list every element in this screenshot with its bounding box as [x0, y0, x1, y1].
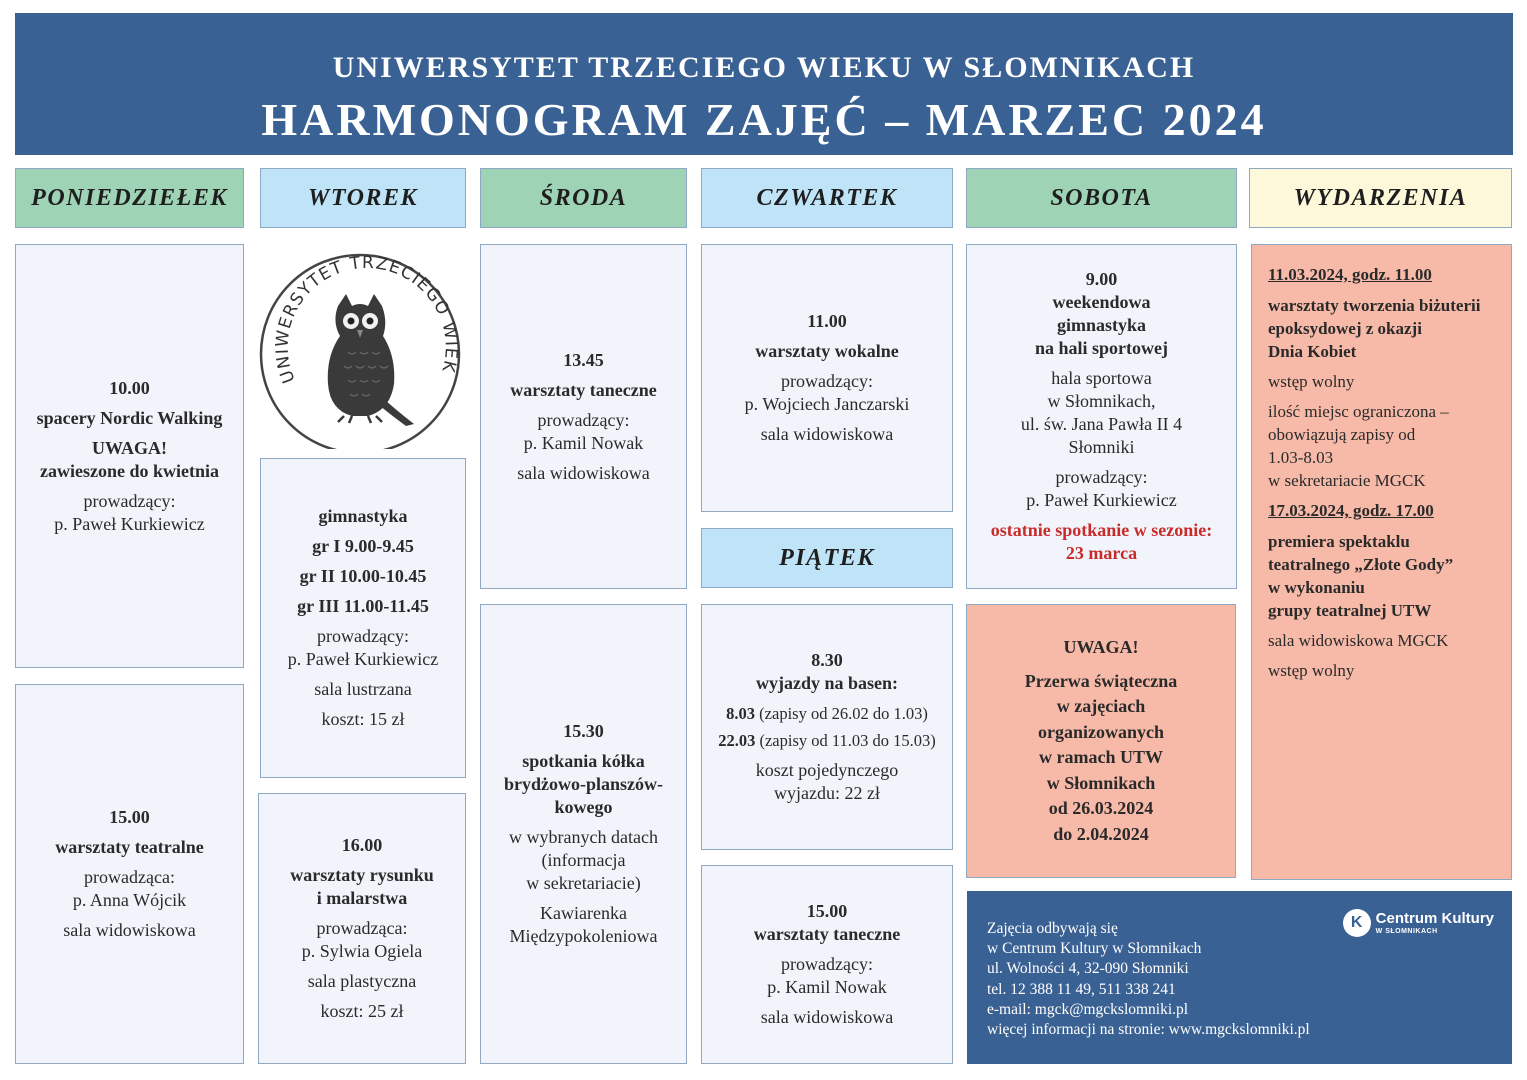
class-title: wyjazdy na basen:	[755, 673, 898, 693]
leader-label: prowadzący:	[781, 954, 873, 974]
class-title-3: na hali sportowej	[1034, 338, 1168, 358]
day-header-tuesday: WTOREK	[260, 168, 466, 228]
cost: koszt: 15 zł	[321, 709, 405, 729]
class-title-2: brydżowo-planszów-	[503, 774, 663, 794]
day-header-monday: PONIEDZIEŁEK	[15, 168, 244, 228]
class-title: warsztaty taneczne	[753, 924, 901, 944]
event-note-3: obowiązują zapisy od	[1268, 425, 1416, 444]
leader-label: prowadzący:	[537, 409, 630, 430]
utw-owl-logo	[256, 244, 470, 449]
group-1: gr I 9.00-9.45	[312, 536, 414, 556]
class-title-2: gimnastyka	[1056, 315, 1146, 335]
class-time: 9.00	[1085, 269, 1118, 289]
leader-name: p. Paweł Kurkiewicz	[1026, 490, 1177, 510]
class-title: warsztaty teatralne	[55, 837, 204, 857]
event-note: sala widowiskowa MGCK	[1268, 631, 1449, 650]
group-2: gr II 10.00-10.45	[299, 566, 427, 586]
leader-label: prowadzący:	[1055, 467, 1148, 487]
cost: koszt pojedynczego	[755, 760, 899, 780]
leader-name: p. Kamil Nowak	[523, 432, 644, 453]
room: sala widowiskowa	[517, 462, 650, 483]
logo-title: Centrum Kultury	[1375, 909, 1494, 927]
info-line-2: w Centrum Kultury w Słomnikach	[987, 940, 1202, 958]
notice-line-6: w Słomnikach	[1046, 772, 1156, 793]
wednesday-card-bridge	[480, 604, 687, 1064]
place-4: Słomniki	[1068, 437, 1135, 457]
event-date: 11.03.2024, godz. 11.00	[1268, 265, 1432, 284]
note-3: w sekretariacie)	[526, 873, 641, 893]
event-title-3: w wykonaniu	[1268, 578, 1365, 597]
contact-info-panel	[967, 891, 1512, 1064]
event-note-5: w sekretariacie MGCK	[1268, 471, 1426, 490]
class-title: gimnastyka	[318, 506, 408, 526]
place-1: hala sportowa	[1051, 368, 1152, 388]
day-header-thursday: CZWARTEK	[701, 168, 953, 228]
event-note-2: wstęp wolny	[1268, 661, 1355, 680]
class-title: spacery Nordic Walking	[36, 407, 223, 428]
event-title: warsztaty tworzenia biżuterii	[1268, 296, 1481, 315]
room: Kawiarenka	[540, 903, 627, 923]
room-2: Międzypokoleniowa	[509, 926, 658, 946]
event-title-4: grupy teatralnej UTW	[1268, 601, 1432, 620]
class-time: 11.00	[807, 311, 847, 331]
cost: koszt: 25 zł	[320, 1001, 404, 1021]
room: sala widowiskowa	[63, 920, 196, 940]
info-phone: tel. 12 388 11 49, 511 338 241	[987, 980, 1176, 998]
class-title: spotkania kółka	[522, 751, 645, 771]
notice-line-8: do 2.04.2024	[1053, 823, 1149, 844]
event-note-2: ilość miejsc ograniczona –	[1268, 402, 1449, 421]
class-time: 8.30	[811, 650, 843, 670]
class-time: 16.00	[341, 835, 383, 855]
place-2: w Słomnikach,	[1047, 391, 1156, 411]
warning-label: UWAGA!	[92, 437, 167, 458]
group-3: gr III 11.00-11.45	[297, 596, 429, 616]
leader-name: p. Anna Wójcik	[72, 890, 187, 910]
day-header-friday: PIĄTEK	[701, 528, 953, 588]
last-meeting-note: ostatnie spotkanie w sezonie:	[990, 520, 1213, 540]
class-title-3: kowego	[554, 797, 613, 817]
notice-line-3: w zajęciach	[1056, 696, 1146, 716]
leader-name: p. Sylwia Ogiela	[301, 941, 423, 961]
note-1: w wybranych datach	[509, 827, 658, 847]
notice-line-4: organizowanych	[1038, 721, 1164, 742]
tuesday-card-gymnastics	[260, 458, 466, 778]
day-header-wednesday: ŚRODA	[480, 168, 687, 228]
event-title: premiera spektaklu	[1268, 532, 1410, 551]
leader-name: p. Paweł Kurkiewicz	[54, 513, 205, 534]
day-header-events: WYDARZENIA	[1249, 168, 1512, 228]
header-subtitle: UNIWERSYTET TRZECIEGO WIEKU W SŁOMNIKACH	[332, 51, 1196, 84]
thursday-card-vocal	[701, 244, 953, 512]
leader-label: prowadzący:	[781, 371, 873, 391]
leader-label: prowadzący:	[83, 490, 176, 511]
event-title-2: epoksydowej z okazji	[1268, 319, 1422, 338]
leader-name: p. Paweł Kurkiewicz	[287, 649, 439, 669]
class-title-2: i malarstwa	[316, 888, 408, 908]
notice-line-5: w ramach UTW	[1039, 747, 1163, 767]
friday-card-pool	[701, 604, 953, 850]
leader-label: prowadząca:	[84, 867, 175, 887]
monday-card-nordic-walking	[15, 244, 244, 668]
event-title-2: teatralnego „Złote Gody”	[1268, 555, 1454, 574]
room: sala widowiskowa	[760, 1007, 894, 1027]
holiday-break-notice	[966, 604, 1236, 878]
leader-label: prowadzący:	[317, 626, 409, 646]
page-header	[15, 13, 1513, 155]
logo-subtitle: W SŁOMNIKACH	[1375, 927, 1438, 935]
leader-label: prowadząca:	[316, 918, 408, 938]
class-title: warsztaty wokalne	[755, 341, 899, 361]
day-header-saturday: SOBOTA	[966, 168, 1237, 228]
info-email[interactable]: e-mail: mgck@mgckslomniki.pl	[987, 1000, 1189, 1018]
event-date: 17.03.2024, godz. 17.00	[1268, 501, 1434, 520]
notice-line-2: Przerwa świąteczna	[1024, 670, 1178, 691]
cost-2: wyjazdu: 22 zł	[774, 783, 880, 803]
trip-date-1: 8.03 (zapisy od 26.02 do 1.03)	[726, 704, 928, 723]
note-2: (informacja	[541, 850, 626, 870]
room: sala widowiskowa	[760, 424, 894, 444]
ck-logo-icon: K	[1343, 909, 1371, 937]
info-website[interactable]: więcej informacji na stronie: www.mgckslomniki.pl	[987, 1021, 1310, 1039]
notice-line-1: UWAGA!	[1063, 637, 1139, 657]
class-time: 15.00	[806, 901, 848, 921]
info-address: ul. Wolności 4, 32-090 Słomniki	[987, 960, 1189, 978]
logo-ring-text: UNIWERSYTET TRZECIEGO WIEK	[272, 252, 461, 386]
class-time: 15.30	[563, 721, 604, 741]
class-title: warsztaty taneczne	[510, 379, 657, 400]
event-note-4: 1.03-8.03	[1268, 448, 1334, 467]
notice-line-7: od 26.03.2024	[1048, 798, 1154, 818]
class-time: 13.45	[563, 349, 604, 370]
event-title-3: Dnia Kobiet	[1268, 342, 1357, 361]
centrum-kultury-logo	[1343, 909, 1494, 937]
leader-name: p. Kamil Nowak	[767, 977, 887, 997]
event-note: wstęp wolny	[1268, 372, 1355, 391]
saturday-card-gymnastics	[966, 244, 1237, 589]
trip-date-2: 22.03 (zapisy od 11.03 do 15.03)	[718, 731, 936, 750]
last-meeting-date: 23 marca	[1065, 543, 1138, 563]
events-panel	[1251, 244, 1512, 880]
class-time: 15.00	[109, 807, 150, 827]
room: sala lustrzana	[314, 679, 412, 699]
leader-name: p. Wojciech Janczarski	[744, 394, 910, 414]
class-time: 10.00	[109, 377, 150, 398]
place-3: ul. św. Jana Pawła II 4	[1020, 414, 1183, 434]
friday-card-dance	[701, 865, 953, 1064]
header-title: HARMONOGRAM ZAJĘĆ – MARZEC 2024	[261, 94, 1267, 145]
warning-text: zawieszone do kwietnia	[40, 460, 219, 481]
wednesday-card-dance	[480, 244, 687, 589]
class-title: warsztaty rysunku	[290, 865, 434, 885]
tuesday-card-drawing	[258, 793, 466, 1064]
class-title: weekendowa	[1052, 292, 1151, 312]
info-line-1: Zajęcia odbywają się	[987, 920, 1118, 937]
monday-card-theatre	[15, 684, 244, 1064]
room: sala plastyczna	[307, 971, 417, 991]
